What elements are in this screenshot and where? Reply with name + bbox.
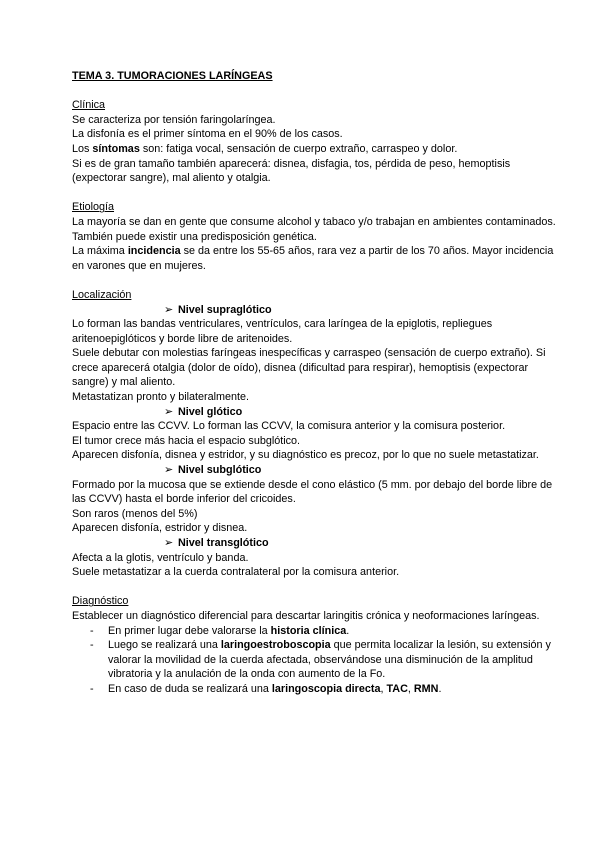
dash-bullet: -: [90, 639, 94, 652]
level-transglotico-title: ➢ Nivel transglótico: [164, 537, 269, 549]
list-item: - En primer lugar debe valorarse la historia clínica.: [90, 624, 350, 637]
document-title: TEMA 3. TUMORACIONES LARÍNGEAS: [72, 70, 273, 82]
heading-localizacion: Localización: [72, 288, 132, 301]
section-diagnostico: [72, 594, 562, 696]
etiologia-line-1: La mayoría se dan en gente que consume alcohol y tabaco y/o trabajan en ambientes contaminados. También puede existir una predisposición genética.: [72, 215, 556, 243]
diagnostico-intro: Establecer un diagnóstico diferencial para descartar laringitis crónica y neoformaciones laríngeas.: [72, 609, 540, 622]
heading-clinica: Clínica: [72, 99, 106, 112]
document-page: [72, 69, 562, 697]
heading-diagnostico: Diagnóstico: [72, 595, 129, 608]
clinica-line-3: Los síntomas son: fatiga vocal, sensación de cuerpo extraño, carraspeo y dolor.: [72, 142, 458, 155]
list-item: - En caso de duda se realizará una laringoscopia directa, TAC, RMN.: [90, 682, 442, 695]
arrow-bullet-icon: ➢: [164, 537, 174, 549]
bold-incidencia: incidencia: [127, 245, 181, 258]
subglotico-line-1: Formado por la mucosa que se extiende desde el cono elástico (5 mm. por debajo del borde libre de las CCVV) hasta el borde inferior del cricoides.: [72, 478, 553, 506]
arrow-bullet-icon: ➢: [164, 303, 174, 316]
level-glotico-title: ➢ Nivel glótico: [164, 405, 243, 418]
dash-bullet: -: [90, 624, 94, 637]
diagnostico-list: [72, 624, 562, 697]
level-subglotico-title: ➢ Nivel subglótico: [164, 464, 262, 477]
clinica-line-2: La disfonía es el primer síntoma en el 90% de los casos.: [72, 128, 343, 141]
etiologia-line-2: La máxima incidencia se da entre los 55-65 años, rara vez a partir de los 70 años. Mayor incidencia en varones que en mujeres.: [72, 245, 554, 272]
level-supraglotico-title: ➢ Nivel supraglótico: [164, 303, 272, 316]
subglotico-line-3: Aparecen disfonía, estridor y disnea.: [72, 522, 248, 535]
section-clinica: [72, 98, 562, 186]
arrow-bullet-icon: ➢: [164, 405, 174, 418]
glotico-line-1: Espacio entre las CCVV. Lo forman las CCVV, la comisura anterior y la comisura posterior.: [72, 420, 506, 433]
clinica-line-4: Si es de gran tamaño también aparecerá: disnea, disfagia, tos, pérdida de peso, hemoptisis (expectorar sangre), mal aliento y otalgia.: [72, 157, 511, 185]
supraglotico-line-2: Suele debutar con molestias faríngeas inespecíficas y carraspeo (sensación de cuerpo extraño). Si crece aparecerá otalgia (dolor de oído), disnea (dificultad para respirar), hemoptisis (expectorar sangre) y mal aliento.: [72, 347, 546, 389]
glotico-line-3: Aparecen disfonía, disnea y estridor, y su diagnóstico es precoz, por lo que no suele metastatizar.: [72, 449, 539, 462]
supraglotico-line-3: Metastatizan pronto y bilateralmente.: [72, 391, 250, 404]
transglotico-line-1: Afecta a la glotis, ventrículo y banda.: [72, 551, 249, 564]
section-localizacion: [72, 288, 562, 580]
dash-bullet: -: [90, 682, 94, 695]
glotico-line-2: El tumor crece más hacia el espacio subglótico.: [72, 434, 301, 447]
transglotico-line-2: Suele metastatizar a la cuerda contralateral por la comisura anterior.: [72, 566, 400, 579]
subglotico-line-2: Son raros (menos del 5%): [72, 507, 198, 520]
supraglotico-line-1: Lo forman las bandas ventriculares, ventrículos, cara laríngea de la epiglotis, repliegues aritenoepiglóticos y borde libre de aritenoides.: [72, 318, 493, 345]
list-item: - Luego se realizará una laringoestroboscopia que permita localizar la lesión, su extensión y valorar la movilidad de la cuerda afectada, observándose una disminución de la amplitud vibratoria y la anulación de la onda con aumento de la Fo.: [90, 639, 551, 681]
arrow-bullet-icon: ➢: [164, 464, 174, 477]
heading-etiologia: Etiología: [72, 201, 115, 214]
bold-sintomas: síntomas: [92, 142, 140, 155]
clinica-line-1: Se caracteriza por tensión faringolaríngea.: [72, 113, 276, 126]
section-etiologia: [72, 200, 562, 273]
